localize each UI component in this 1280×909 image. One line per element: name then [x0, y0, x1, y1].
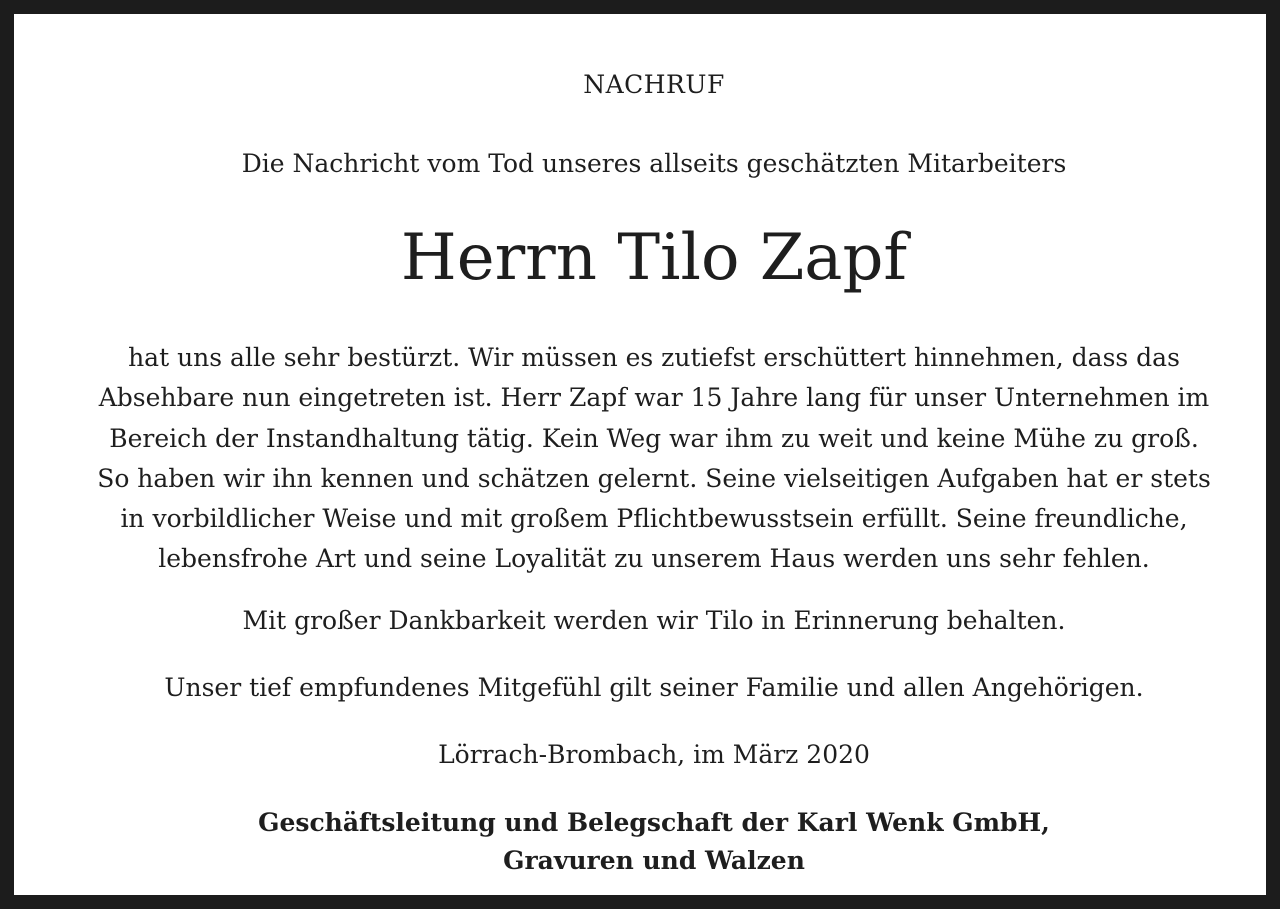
place-date: Lörrach-Brombach, im März 2020	[438, 740, 870, 769]
sympathy-text: Unser tief empfundenes Mitgefühl gilt seiner Familie und allen Angehörigen.	[164, 673, 1144, 702]
body-line: So haben wir ihn kennen und schätzen gelernt. Seine vielseitigen Aufgaben hat er stets	[97, 463, 1211, 493]
body-line: in vorbildlicher Weise und mit großem Pflichtbewusstsein erfüllt. Seine freundliche,	[120, 504, 1188, 534]
body-line: lebensfrohe Art und seine Loyalität zu unserem Haus werden uns sehr fehlen.	[158, 544, 1150, 574]
signature-line: Geschäftsleitung und Belegschaft der Karl Wenk GmbH,	[258, 808, 1050, 837]
thanks-text: Mit großer Dankbarkeit werden wir Tilo in Erinnerung behalten.	[242, 606, 1066, 635]
obituary-body	[68, 338, 1240, 580]
deceased-name: Herrn Tilo Zapf	[400, 221, 908, 295]
body-line: hat uns alle sehr bestürzt. Wir müssen es zutiefst erschüttert hinnehmen, dass das	[128, 343, 1180, 372]
obituary-heading: NACHRUF	[583, 70, 725, 99]
intro-text: Die Nachricht vom Tod unseres allseits geschätzten Mitarbeiters	[241, 149, 1067, 178]
body-line: Absehbare nun eingetreten ist. Herr Zapf war 15 Jahre lang für unser Unternehmen im	[98, 383, 1210, 413]
body-line: Bereich der Instandhaltung tätig. Kein Weg war ihm zu weit und keine Mühe zu groß.	[109, 423, 1199, 453]
signature-block	[28, 804, 1280, 880]
signature-line: Gravuren und Walzen	[503, 846, 805, 875]
obituary-content	[28, 28, 1280, 909]
